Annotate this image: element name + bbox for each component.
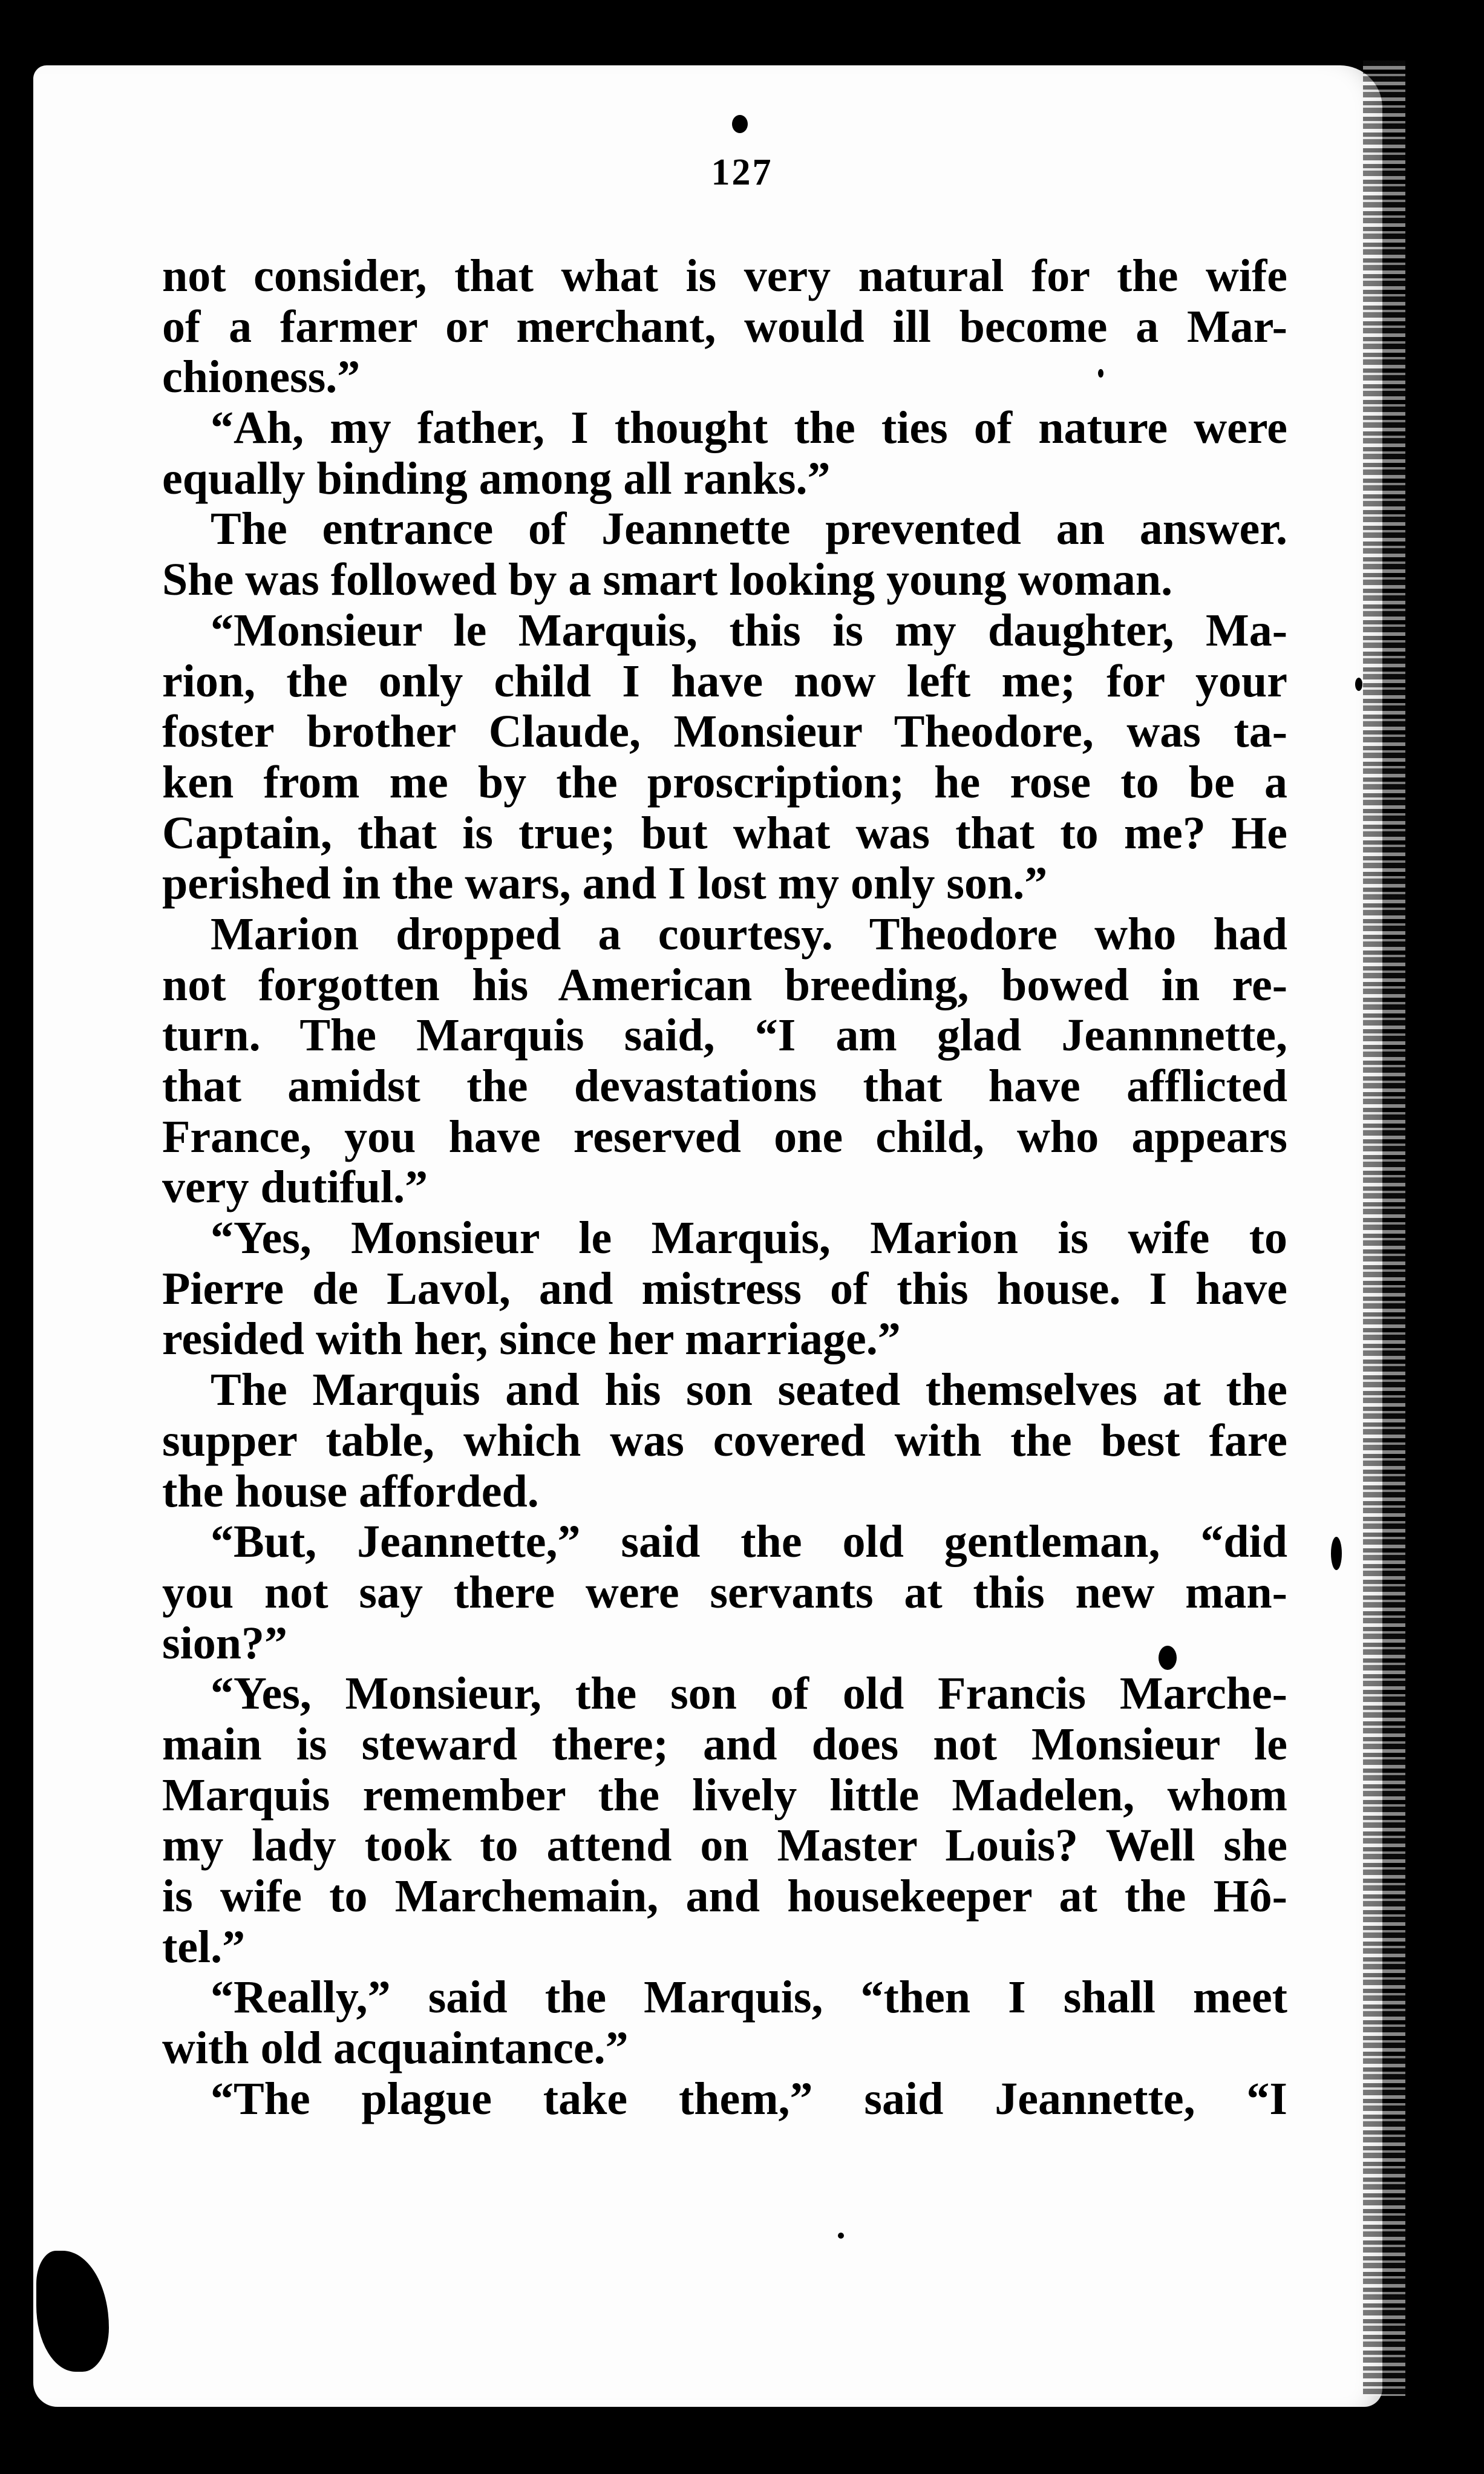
- text-line: not forgotten his American breeding, bowed in re-: [162, 959, 1287, 1010]
- ink-speck: [18, 732, 29, 762]
- text-line: Marquis remember the lively little Madelen, whom: [162, 1769, 1287, 1821]
- text-line: “Ah, my father, I thought the ties of nature were: [211, 402, 1287, 454]
- text-line: not consider, that what is very natural for the wife: [162, 250, 1287, 301]
- text-line: She was followed by a smart looking young woman.: [162, 554, 1173, 606]
- text-line: rion, the only child I have now left me; for your: [162, 655, 1287, 707]
- text-line: resided with her, since her marriage.”: [162, 1314, 901, 1365]
- text-line: with old acquaintance.”: [162, 2023, 629, 2074]
- text-line: that amidst the devastations that have afflicted: [162, 1061, 1287, 1111]
- text-line: foster brother Claude, Monsieur Theodore, was ta-: [162, 706, 1287, 758]
- ink-speck: [1331, 1537, 1342, 1570]
- text-line: you not say there were servants at this new man-: [162, 1566, 1287, 1618]
- text-line: “But, Jeannette,” said the old gentleman, “did: [211, 1516, 1287, 1568]
- text-line: tel.”: [162, 1921, 246, 1972]
- text-line: supper table, which was covered with the best fare: [162, 1415, 1287, 1466]
- text-line: chioness.”: [162, 352, 361, 403]
- text-line: the house afforded.: [162, 1465, 539, 1517]
- text-line: my lady took to attend on Master Louis? Well she: [162, 1820, 1287, 1871]
- text-line: perished in the wars, and I lost my only son.”: [162, 858, 1048, 909]
- text-line: is wife to Marchemain, and housekeeper at the Hô-: [162, 1871, 1287, 1922]
- text-line: Marion dropped a courtesy. Theodore who had: [211, 908, 1287, 960]
- text-line: “Yes, Monsieur le Marquis, Marion is wife to: [211, 1212, 1287, 1264]
- ink-speck: [838, 2233, 844, 2239]
- text-line: sion?”: [162, 1617, 287, 1669]
- text-line: “The plague take them,” said Jeannette, “I: [211, 2073, 1287, 2124]
- text-line: Captain, that is true; but what was that to me? He: [162, 807, 1287, 859]
- text-line: ken from me by the proscription; he rose to be a: [162, 756, 1287, 808]
- text-line: France, you have reserved one child, who appears: [162, 1111, 1287, 1162]
- text-line: The entrance of Jeannette prevented an answer.: [211, 503, 1287, 555]
- text-line: of a farmer or merchant, would ill become a Mar-: [162, 301, 1287, 352]
- text-line: Pierre de Lavol, and mistress of this house. I have: [162, 1263, 1287, 1314]
- page-edge-scan-noise: [1363, 61, 1405, 2396]
- ink-speck: [1355, 678, 1362, 691]
- ink-speck: [732, 115, 748, 133]
- text-line: equally binding among all ranks.”: [162, 453, 831, 504]
- body-text: [162, 251, 1287, 2124]
- text-line: turn. The Marquis said, “I am glad Jeannnette,: [162, 1010, 1287, 1061]
- text-line: “Monsieur le Marquis, this is my daughter, Ma-: [211, 604, 1287, 656]
- text-line: “Yes, Monsieur, the son of old Francis Marche-: [211, 1668, 1287, 1720]
- text-line: very dutiful.”: [162, 1162, 428, 1213]
- text-line: main is steward there; and does not Monsieur le: [162, 1718, 1287, 1770]
- text-line: The Marquis and his son seated themselves at the: [211, 1364, 1287, 1416]
- text-line: “Really,” said the Marquis, “then I shall meet: [211, 1972, 1287, 2023]
- page-number: 127: [711, 152, 773, 193]
